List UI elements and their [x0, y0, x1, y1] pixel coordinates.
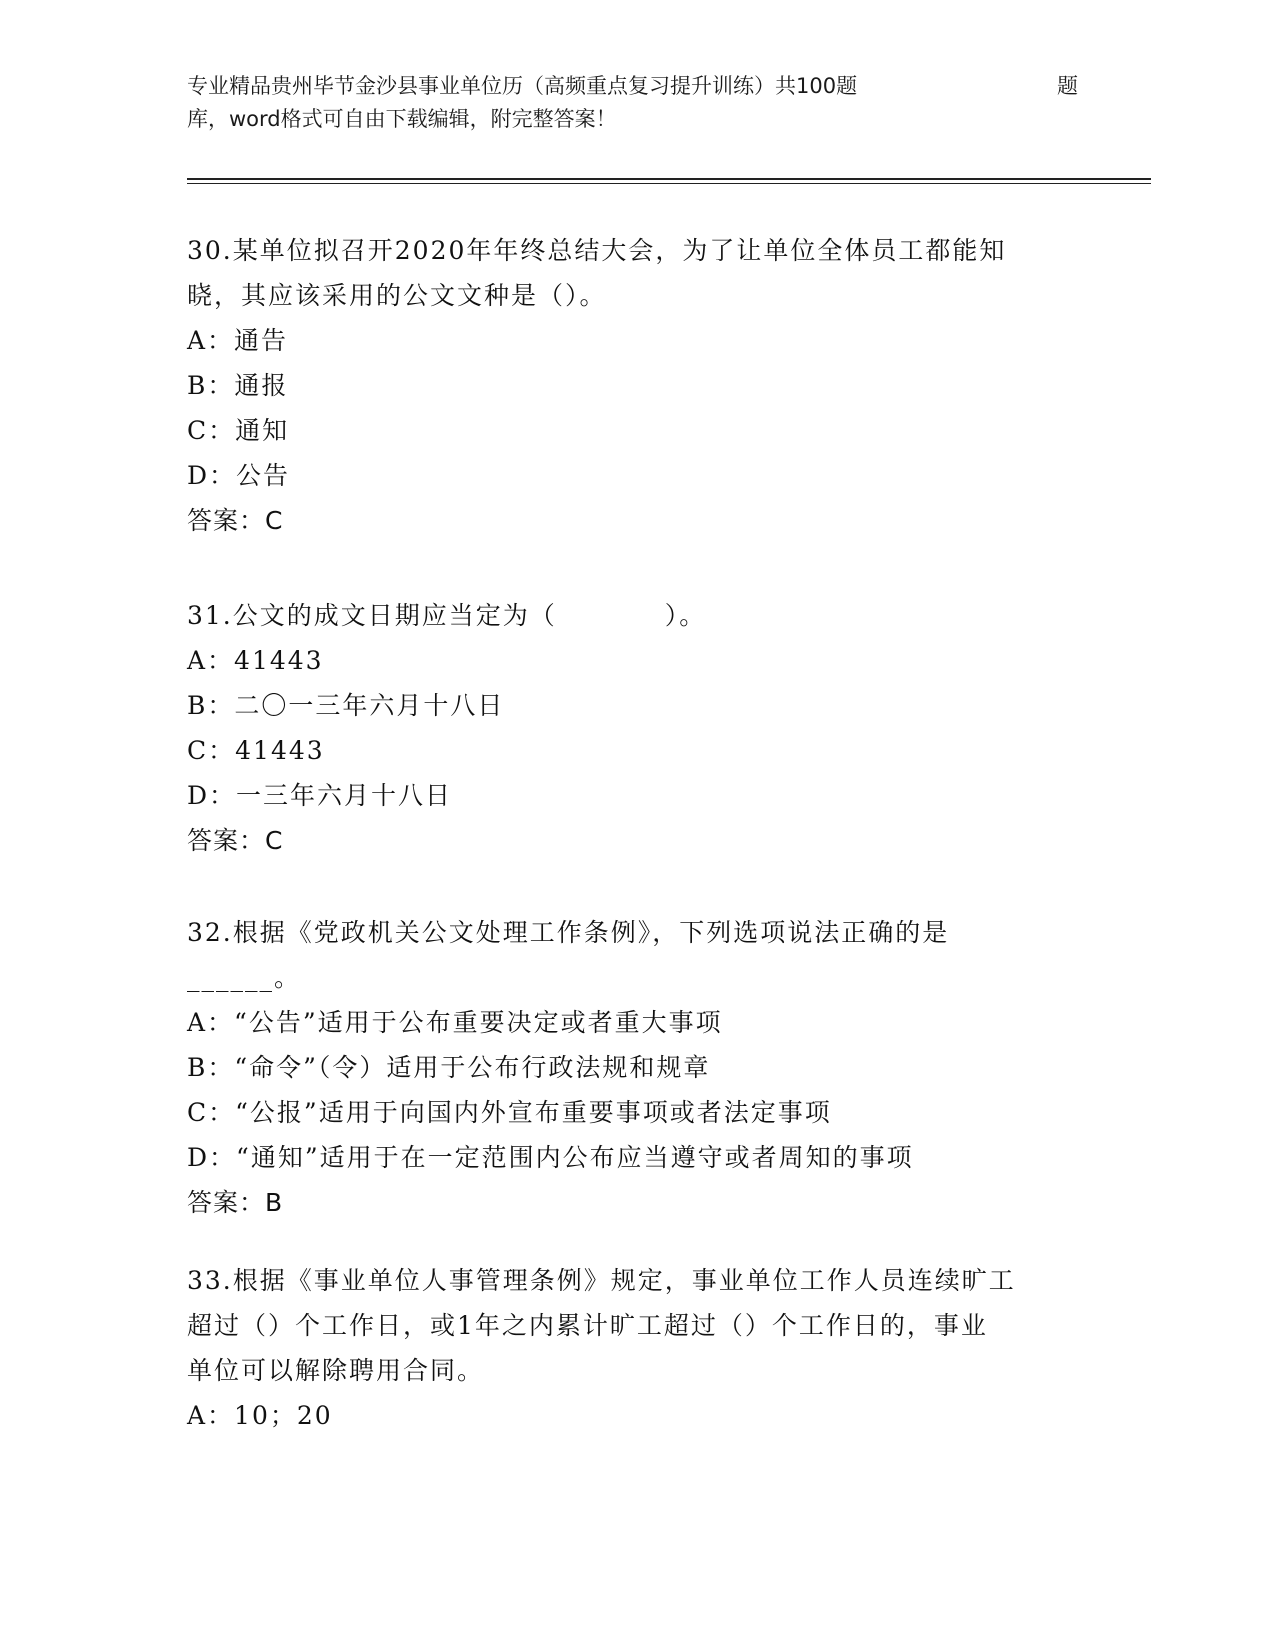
document-header [187, 70, 1087, 136]
header-line-1: 专业精品贵州毕节金沙县事业单位历（高频重点复习提升训练）共100题 [187, 74, 858, 98]
question-stem-line: 31.公文的成文日期应当定为（ ）。 [187, 601, 707, 630]
question-stem-line: 单位可以解除聘用合同。 [187, 1356, 485, 1385]
answer-line: 答案：C [187, 506, 284, 535]
option-b: B：二〇一三年六月十八日 [187, 691, 505, 720]
question-stem-line: 32.根据《党政机关公文处理工作条例》，下列选项说法正确的是 [187, 918, 950, 947]
option-d: D：公告 [187, 461, 291, 490]
option-c: C：通知 [187, 416, 290, 445]
question-stem-line: 晓，其应该采用的公文文种是（）。 [187, 281, 607, 310]
option-a: A：41443 [187, 646, 324, 675]
question-32 [187, 910, 1087, 1225]
answer-line: 答案：C [187, 826, 284, 855]
question-stem-line: 超过（）个工作日，或1年之内累计旷工超过（）个工作日的，事业 [187, 1311, 988, 1340]
question-30 [187, 228, 1087, 543]
option-d: D：一三年六月十八日 [187, 781, 453, 810]
option-a: A：10；20 [187, 1401, 333, 1430]
option-c: C：“公报”适用于向国内外宣布重要事项或者法定事项 [187, 1098, 832, 1127]
answer-line: 答案：B [187, 1188, 284, 1217]
option-b: B：“命令”（令）适用于公布行政法规和规章 [187, 1053, 711, 1082]
question-stem-line: 30.某单位拟召开2020年年终总结大会，为了让单位全体员工都能知 [187, 236, 1007, 265]
header-divider-thick [187, 178, 1151, 180]
option-c: C：41443 [187, 736, 325, 765]
option-b: B：通报 [187, 371, 289, 400]
option-d: D：“通知”适用于在一定范围内公布应当遵守或者周知的事项 [187, 1143, 914, 1172]
question-stem-line: ______。 [187, 963, 302, 992]
question-stem-line: 33.根据《事业单位人事管理条例》规定，事业单位工作人员连续旷工 [187, 1266, 1016, 1295]
header-line-2: 库，word格式可自由下载编辑，附完整答案！ [187, 107, 617, 131]
question-31 [187, 593, 1087, 863]
option-a: A：通告 [187, 326, 289, 355]
option-a: A：“公告”适用于公布重要决定或者重大事项 [187, 1008, 723, 1037]
header-divider-thin [187, 183, 1151, 184]
question-33 [187, 1258, 1087, 1438]
header-line-1-tail: 题 [1057, 74, 1078, 98]
